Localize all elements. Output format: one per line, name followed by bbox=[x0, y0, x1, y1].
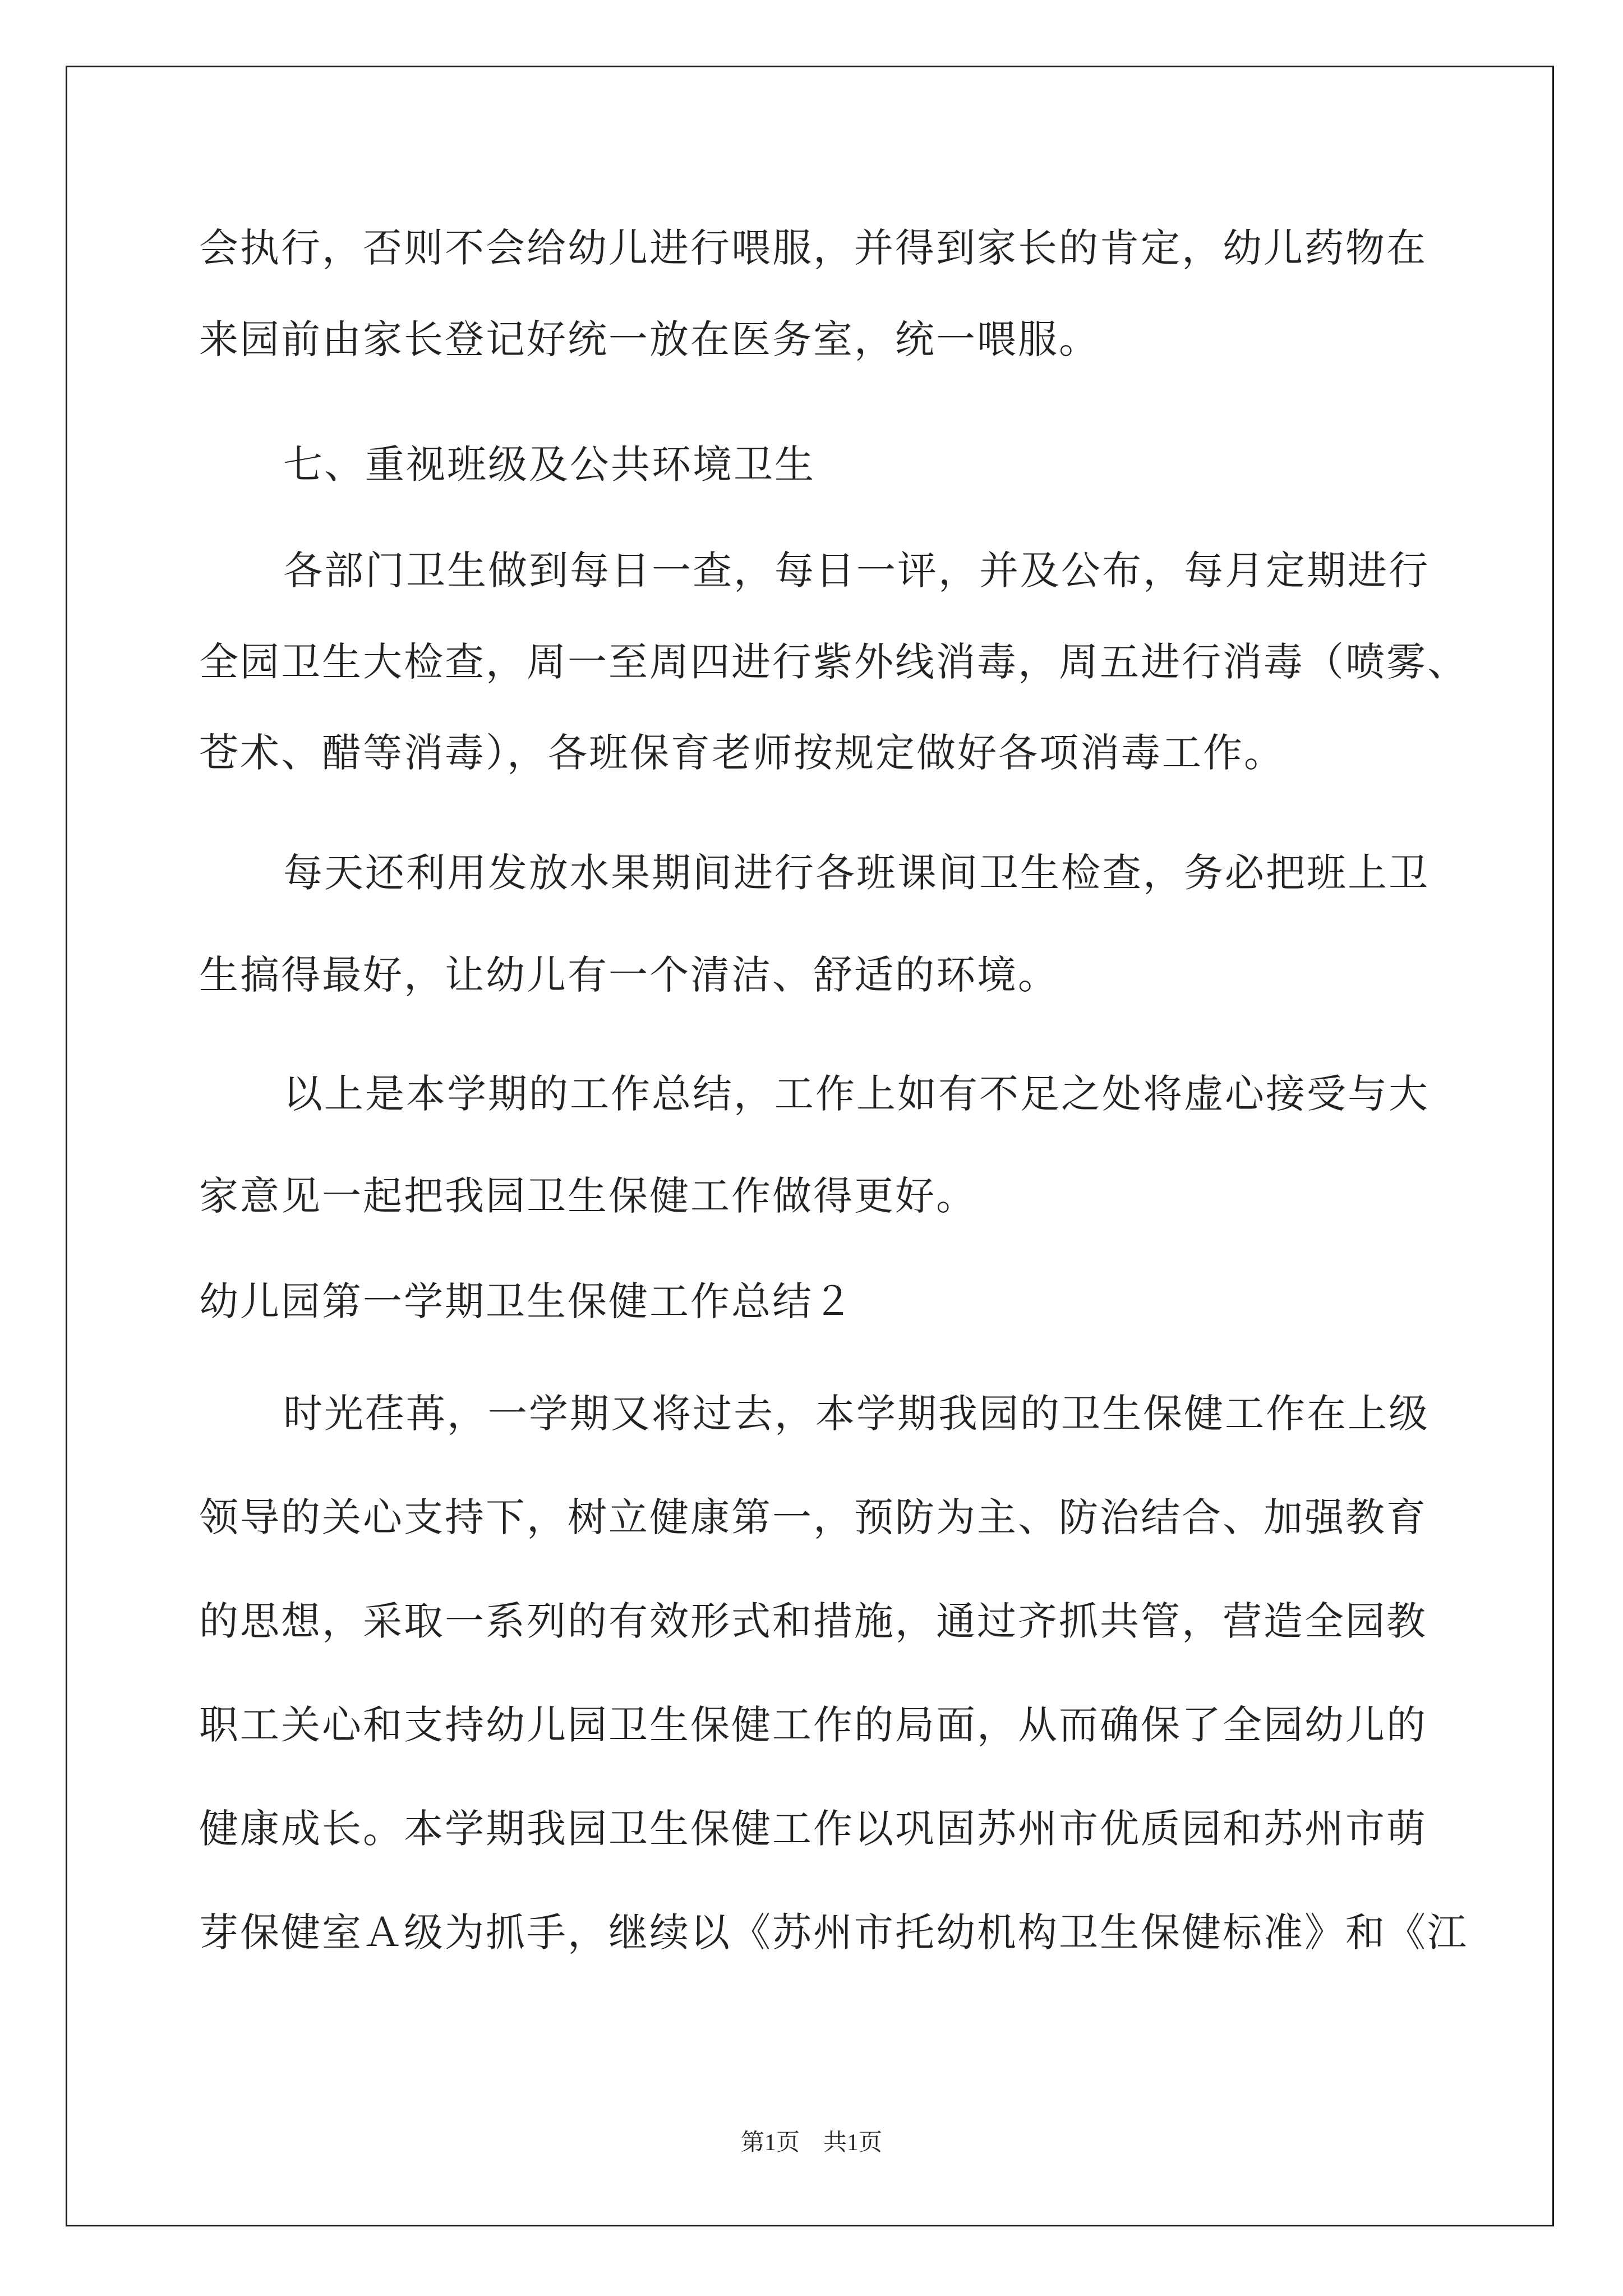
paragraph-line: 来园前由家长登记好统一放在医务室，统一喂服。 bbox=[199, 316, 1100, 362]
paragraph-line: 家意见一起把我园卫生保健工作做得更好。 bbox=[199, 1173, 977, 1219]
paragraph-line: 每天还利用发放水果期间进行各班课间卫生检查，务必把班上卫 bbox=[283, 850, 1430, 896]
section-heading: 七、重视班级及公共环境卫生 bbox=[283, 441, 815, 487]
paragraph-line: 生搞得最好，让幼儿有一个清洁、舒适的环境。 bbox=[199, 952, 1059, 998]
paragraph-line: 苍术、醋等消毒），各班保育老师按规定做好各项消毒工作。 bbox=[199, 730, 1285, 776]
document-title: 幼儿园第一学期卫生保健工作总结２ bbox=[199, 1278, 854, 1324]
page-border bbox=[66, 66, 1554, 2226]
paragraph-line: 的思想，采取一系列的有效形式和措施，通过齐抓共管，营造全园教 bbox=[199, 1598, 1427, 1644]
paragraph-line: 时光荏苒，一学期又将过去，本学期我园的卫生保健工作在上级 bbox=[283, 1391, 1430, 1437]
page-number-footer: 第1页 共1页 bbox=[740, 2130, 882, 2156]
paragraph-line: 以上是本学期的工作总结，工作上如有不足之处将虚心接受与大 bbox=[283, 1071, 1430, 1117]
paragraph-line: 职工关心和支持幼儿园卫生保健工作的局面，从而确保了全园幼儿的 bbox=[199, 1702, 1427, 1748]
paragraph-line: 各部门卫生做到每日一查，每日一评，并及公布，每月定期进行 bbox=[283, 547, 1430, 593]
paragraph-line: 芽保健室Ａ级为抓手，继续以《苏州市托幼机构卫生保健标准》和《江 bbox=[199, 1910, 1468, 1955]
paragraph-line: 会执行，否则不会给幼儿进行喂服，并得到家长的肯定，幼儿药物在 bbox=[199, 225, 1427, 271]
paragraph-line: 健康成长。本学期我园卫生保健工作以巩固苏州市优质园和苏州市萌 bbox=[199, 1806, 1427, 1852]
paragraph-line: 全园卫生大检查，周一至周四进行紫外线消毒，周五进行消毒（喷雾、 bbox=[199, 639, 1468, 685]
paragraph-line: 领导的关心支持下，树立健康第一，预防为主、防治结合、加强教育 bbox=[199, 1494, 1427, 1540]
